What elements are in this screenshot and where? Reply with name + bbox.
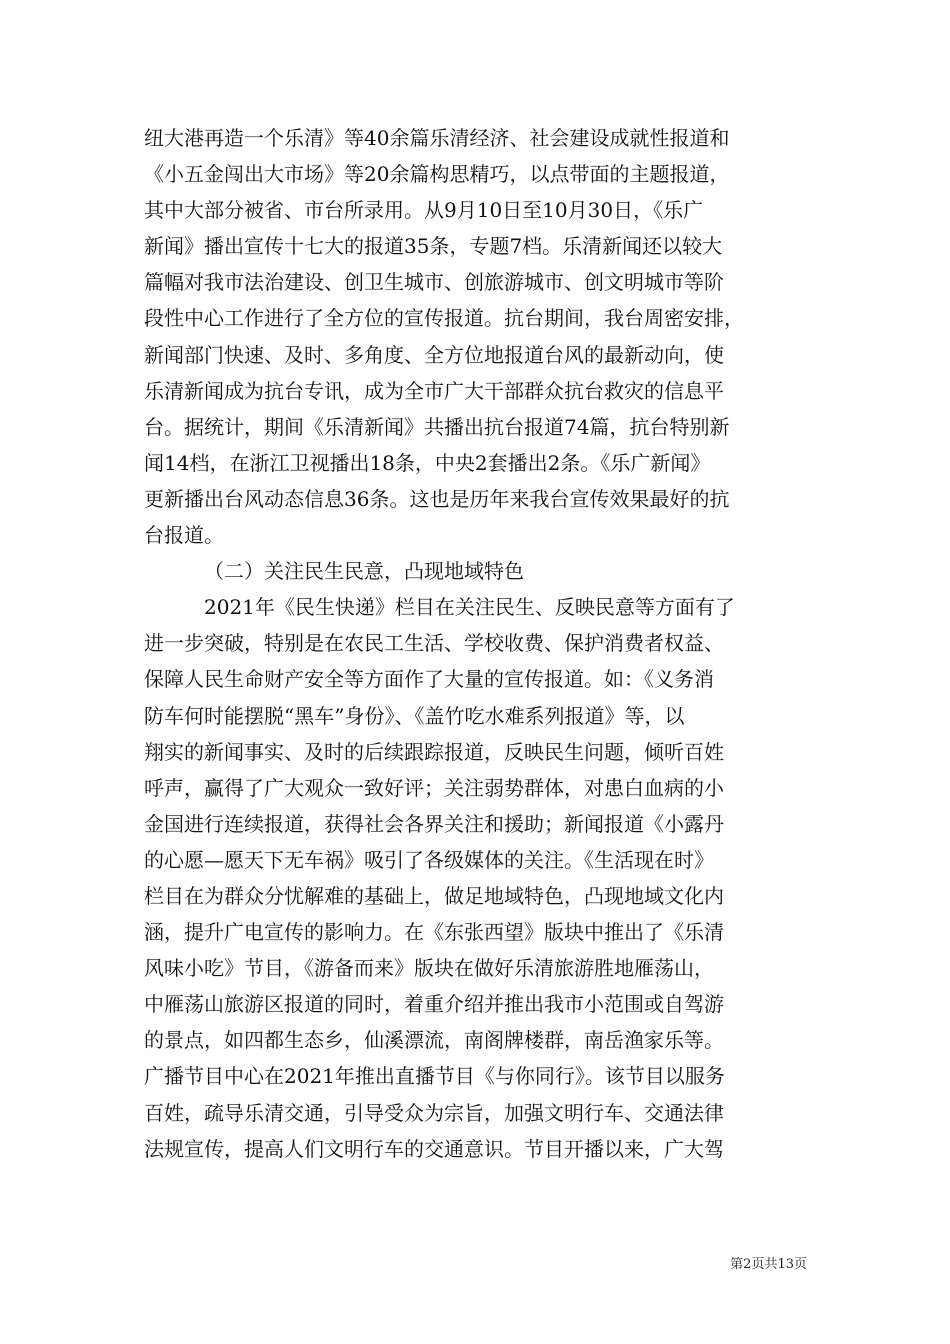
text-line: 闻14档，在浙江卫视播出18条，中央2套播出2条。《乐广新闻》 bbox=[144, 450, 711, 475]
text-line: 新闻》播出宣传十七大的报道35条，专题7档。乐清新闻还以较大 bbox=[144, 234, 723, 259]
text-line: 呼声，赢得了广大观众一致好评；关注弱势群体，对患白血病的小 bbox=[144, 775, 724, 800]
text-line: 段性中心工作进行了全方位的宣传报道。抗台期间，我台周密安排， bbox=[144, 306, 744, 331]
text-line: 《小五金闯出大市场》等20余篇构思精巧，以点带面的主题报道， bbox=[144, 162, 730, 187]
text-line: 台报道。 bbox=[144, 523, 224, 548]
text-line: 的心愿—愿天下无车祸》吸引了各级媒体的关注。《生活现在时》 bbox=[144, 847, 714, 872]
text-line: 涵，提升广电宣传的影响力。在《东张西望》版块中推出了《乐清 bbox=[144, 920, 724, 945]
document-body bbox=[144, 120, 834, 1167]
text-line: 篇幅对我市法治建设、创卫生城市、创旅游城市、创文明城市等阶 bbox=[144, 270, 724, 295]
text-line: 百姓，疏导乐清交通，引导受众为宗旨，加强文明行车、交通法律 bbox=[144, 1100, 724, 1125]
text-line: 金国进行连续报道，获得社会各界关注和援助；新闻报道《小露丹 bbox=[144, 811, 724, 836]
text-line: 法规宣传，提高人们文明行车的交通意识。节目开播以来，广大驾 bbox=[144, 1136, 724, 1161]
text-line: 风味小吃》节目，《游备而来》版块在做好乐清旅游胜地雁荡山， bbox=[144, 956, 714, 981]
text-line: 保障人民生命财产安全等方面作了大量的宣传报道。如：《义务消 bbox=[144, 667, 714, 692]
text-line: 纽大港再造一个乐清》等40余篇乐清经济、社会建设成就性报道和 bbox=[144, 126, 730, 150]
text-line: 台。据统计，期间《乐清新闻》共播出抗台报道74篇，抗台特别新 bbox=[144, 414, 730, 439]
text-line: 新闻部门快速、及时、多角度、全方位地报道台风的最新动向，使 bbox=[144, 342, 724, 367]
text-line: 广播节目中心在2021年推出直播节目《与你同行》。该节目以服务 bbox=[144, 1064, 725, 1089]
text-line: 乐清新闻成为抗台专讯，成为全市广大干部群众抗台救灾的信息平 bbox=[144, 378, 724, 403]
page-number-footer: 第2页共13页 bbox=[730, 1257, 807, 1272]
text-line: 的景点，如四都生态乡，仙溪漂流，南阁牌楼群，南岳渔家乐等。 bbox=[144, 1028, 724, 1053]
text-line: 进一步突破，特别是在农民工生活、学校收费、保护消费者权益、 bbox=[144, 631, 724, 656]
text-line: 中雁荡山旅游区报道的同时，着重介绍并推出我市小范围或自驾游 bbox=[144, 992, 724, 1017]
text-line: 栏目在为群众分忧解难的基础上，做足地域特色，凸现地域文化内 bbox=[144, 883, 724, 908]
text-line: 翔实的新闻事实、及时的后续跟踪报道，反映民生问题，倾听百姓 bbox=[144, 739, 724, 764]
text-line: 更新播出台风动态信息36条。这也是历年来我台宣传效果最好的抗 bbox=[144, 486, 730, 511]
text-line: 防车何时能摆脱“黑车”身份》、《盖竹吃水难系列报道》等，以 bbox=[144, 703, 685, 728]
text-line: 2021年《民生快递》栏目在关注民生、反映民意等方面有了 bbox=[204, 595, 735, 620]
section-heading: （二）关注民生民意，凸现地域特色 bbox=[204, 559, 524, 584]
text-line: 其中大部分被省、市台所录用。从9月10日至10月30日，《乐广 bbox=[144, 198, 704, 223]
